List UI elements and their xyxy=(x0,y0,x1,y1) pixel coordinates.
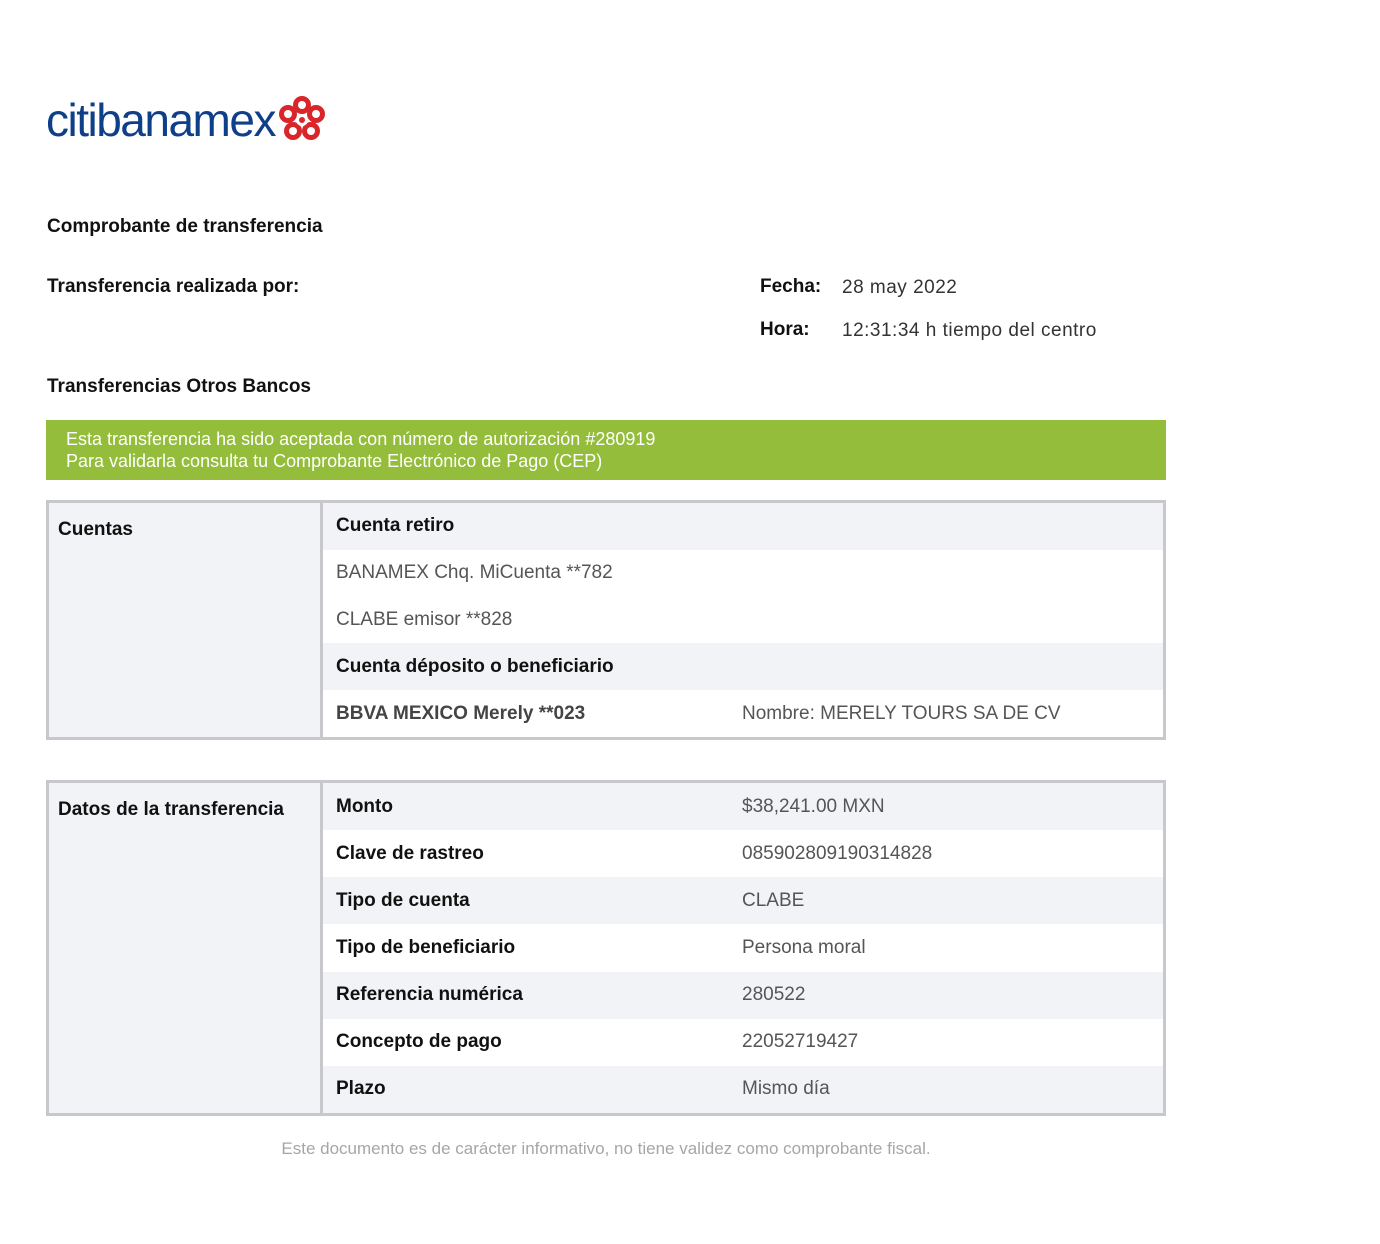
cuentas-side-label: Cuentas xyxy=(49,503,323,737)
row-value: 085902809190314828 xyxy=(742,842,933,864)
fecha-label: Fecha: xyxy=(760,276,822,297)
hora-label: Hora: xyxy=(760,319,810,340)
banner-line-2: Para validarla consulta tu Comprobante Electrónico de Pago (CEP) xyxy=(66,451,603,471)
datos-side-label: Datos de la transferencia xyxy=(49,783,323,1113)
row-label: Concepto de pago xyxy=(336,1031,502,1053)
row-label: Monto xyxy=(336,795,393,817)
retiro-header: Cuenta retiro xyxy=(336,515,455,537)
banamex-flower-icon xyxy=(277,95,327,145)
retiro-account-row xyxy=(323,550,1163,597)
deposito-account: BBVA MEXICO Merely **023 xyxy=(336,702,586,724)
row-value: $38,241.00 MXN xyxy=(742,795,885,817)
row-label: Clave de rastreo xyxy=(336,842,484,864)
row-value: 22052719427 xyxy=(742,1031,859,1053)
retiro-clabe: CLABE emisor **828 xyxy=(336,608,513,630)
retiro-clabe-row xyxy=(323,597,1163,644)
deposito-header-row xyxy=(323,643,1163,690)
footer-disclaimer: Este documento es de carácter informativo, no tiene validez como comprobante fiscal. xyxy=(281,1139,931,1158)
made-by-label: Transferencia realizada por: xyxy=(47,276,300,297)
table-row xyxy=(323,830,1163,877)
deposito-account-row xyxy=(323,690,1163,737)
table-row xyxy=(323,924,1163,971)
table-row xyxy=(323,1066,1163,1113)
document-title: Comprobante de transferencia xyxy=(47,216,323,237)
row-label: Referencia numérica xyxy=(336,984,523,1006)
row-label: Plazo xyxy=(336,1078,386,1100)
row-label: Tipo de cuenta xyxy=(336,889,470,911)
hora-value: 12:31:34 h tiempo del centro xyxy=(842,320,1097,341)
retiro-account: BANAMEX Chq. MiCuenta **782 xyxy=(336,562,613,584)
table-row xyxy=(323,783,1163,830)
row-value: Persona moral xyxy=(742,936,866,958)
retiro-header-row xyxy=(323,503,1163,550)
deposito-name: Nombre: MERELY TOURS SA DE CV xyxy=(742,702,1061,724)
table-row xyxy=(323,972,1163,1019)
row-label: Tipo de beneficiario xyxy=(336,936,516,958)
brand-logo xyxy=(46,92,327,148)
row-value: Mismo día xyxy=(742,1078,830,1100)
table-row xyxy=(323,877,1163,924)
fecha-value: 28 may 2022 xyxy=(842,277,958,298)
datos-box xyxy=(46,780,1166,1116)
section-title: Transferencias Otros Bancos xyxy=(47,376,311,397)
cuentas-box xyxy=(46,500,1166,740)
row-value: CLABE xyxy=(742,889,805,911)
status-banner xyxy=(46,420,1166,480)
brand-name: citibanamex xyxy=(46,94,275,146)
cuentas-rows xyxy=(323,503,1163,737)
table-row xyxy=(323,1019,1163,1066)
datos-rows xyxy=(323,783,1163,1113)
deposito-header: Cuenta déposito o beneficiario xyxy=(336,655,614,677)
banner-line-1: Esta transferencia ha sido aceptada con número de autorización #280919 xyxy=(66,429,656,449)
row-value: 280522 xyxy=(742,984,806,1006)
